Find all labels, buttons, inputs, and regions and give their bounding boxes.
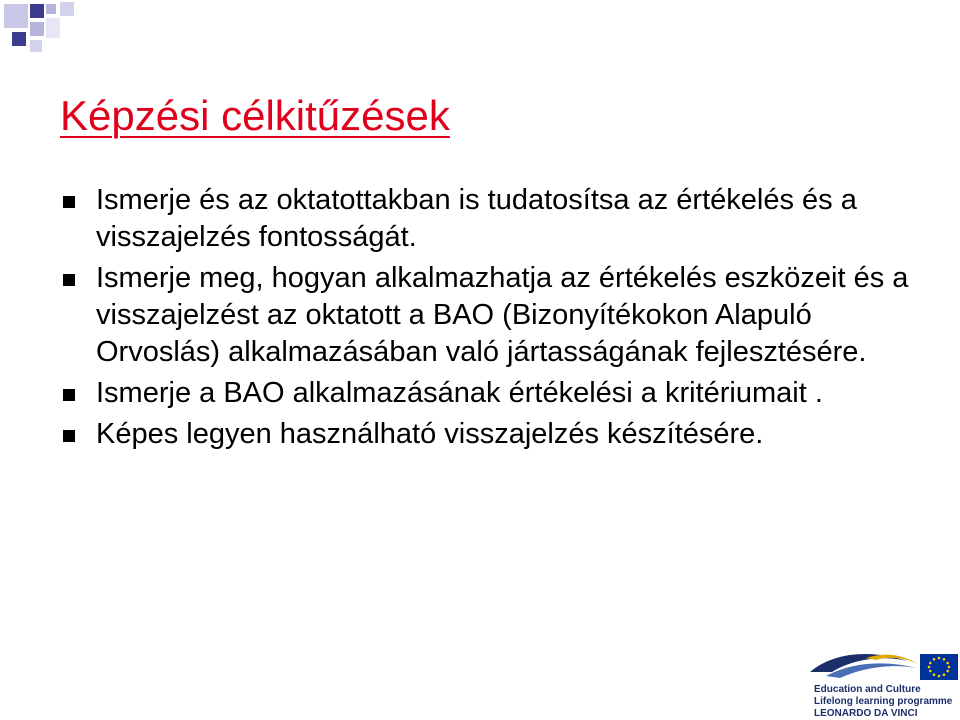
square-bullet-icon bbox=[63, 274, 75, 286]
bullet-item bbox=[60, 260, 940, 371]
square-bullet-icon bbox=[63, 389, 75, 401]
logo-line-leonardo: LEONARDO DA VINCI bbox=[814, 708, 918, 719]
square-bullet-icon bbox=[63, 196, 75, 208]
bullet-list bbox=[60, 182, 940, 457]
logo-line-programme: Lifelong learning programme bbox=[814, 696, 953, 707]
bullet-text: Ismerje meg, hogyan alkalmazhatja az értékelés eszközeit és a visszajelzést az oktatott a BAO (Bizonyítékokon Alapuló Orvoslás) alkalmazásában való jártasságának fejlesztésére. bbox=[96, 262, 909, 368]
slide-title: Képzési célkitűzések bbox=[60, 92, 450, 139]
square-bullet-icon bbox=[63, 430, 75, 442]
bullet-text: Képes legyen használható visszajelzés készítésére. bbox=[96, 418, 764, 450]
bullet-text: Ismerje és az oktatottakban is tudatosítsa az értékelés és a visszajelzés fontosságát. bbox=[96, 184, 857, 253]
logo-line-education: Education and Culture bbox=[814, 684, 921, 695]
bullet-item bbox=[60, 416, 940, 453]
bullet-item bbox=[60, 375, 940, 412]
lifelong-learning-logo bbox=[806, 648, 960, 720]
bullet-text: Ismerje a BAO alkalmazásának értékelési a kritériumait . bbox=[96, 377, 823, 409]
swoosh-logo-icon bbox=[806, 648, 960, 682]
bullet-item bbox=[60, 182, 940, 256]
corner-decoration bbox=[0, 0, 80, 60]
